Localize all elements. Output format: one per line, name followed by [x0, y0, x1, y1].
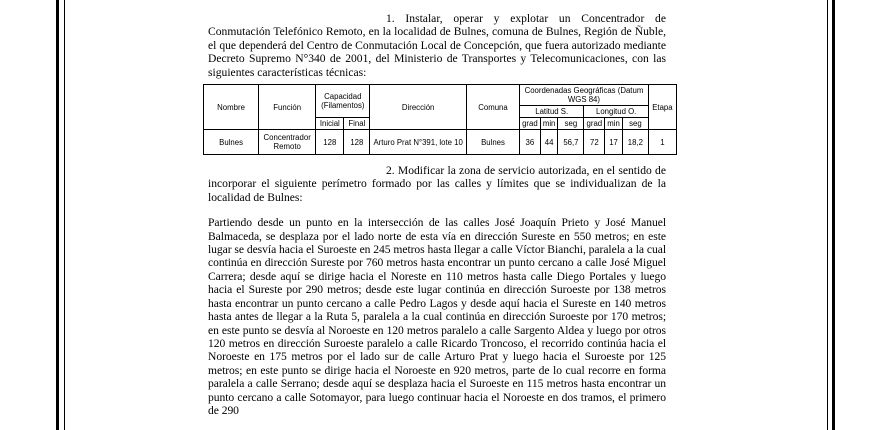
cell-lat-seg: 56,7	[558, 130, 584, 155]
cell-final: 128	[344, 130, 370, 155]
cell-lat-grad: 36	[520, 130, 541, 155]
header-lat-seg: seg	[558, 118, 584, 130]
perimeter-paragraph: Partiendo desde un punto en la intersección de las calles José Joaquín Prieto y José Manuel Balmaceda, se desplaza por el lado norte de esta vía en dirección Sureste en 550 metros; en este lugar se desvía hacia el Suroeste en 245 metros hasta llegar a calle Víctor Bianchi, paralela a la cual continúa en dirección Sureste por 760 metros hasta encontrar un punto cercano a calle José Miguel Carrera; desde aquí se dirige hacia el Noreste en 110 metros hasta calle Diego Portales y luego hacia el Sureste por 290 metros; desde este lugar continúa en dirección Suroeste por 138 metros hasta encontrar un punto cercano a calle Pedro Lagos y desde aquí hacia el Sureste en 140 metros hasta antes de llegar a la Ruta 5, paralela a la cual continúa en dirección Suroeste por 170 metros; en este punto se desvía al Noroeste en 120 metros paralelo a calle Sargento Aldea y luego por otros 120 metros en dirección Suroeste paralelo a calle Ricardo Troncoso, el recorrido continúa hacia el Noroeste en 175 metros por el lado sur de calle Arturo Prat y luego hacia el Suroeste por 125 metros; en este punto se dirige hacia el Noroeste en 920 metros, parte de lo cual recorre en forma paralela a calle Serrano; desde aquí se desplaza hacia el Suroeste en 115 metros hasta encontrar un punto cercano a calle Sotomayor, para luego continuar hacia el Noroeste en dos tramos, el primero de 290	[208, 216, 666, 417]
page-border-left-inner	[64, 0, 65, 430]
clause-1-paragraph: 1. Instalar, operar y explotar un Concentrador de Conmutación Telefónico Remoto, en la localidad de Bulnes, comuna de Bulnes, Región de Ñuble, el que dependerá del Centro de Conmutación Local de Concepción, que fuera autorizado mediante Decreto Supremo N°340 de 2001, del Ministerio de Transportes y Telecomunicaciones, con las siguientes características técnicas:	[208, 12, 666, 79]
cell-funcion: Concentrador Remoto	[259, 130, 316, 155]
table-row	[204, 130, 677, 155]
header-nombre: Nombre	[204, 85, 259, 130]
cell-comuna: Bulnes	[466, 130, 519, 155]
header-capacidad: Capacidad (Filamentos)	[316, 85, 370, 118]
page-border-left-outer	[56, 0, 59, 430]
technical-specs-table	[203, 84, 677, 155]
cell-lon-seg: 18,2	[622, 130, 648, 155]
cell-lat-min: 44	[540, 130, 558, 155]
header-lat-min: min	[540, 118, 558, 130]
header-direccion: Dirección	[370, 85, 467, 130]
header-lon-grad: grad	[584, 118, 605, 130]
page-border-right-inner	[827, 0, 828, 430]
header-capacidad-final: Final	[344, 118, 370, 130]
header-capacidad-inicial: Inicial	[316, 118, 344, 130]
header-coordenadas: Coordenadas Geográficas (Datum WGS 84)	[520, 85, 649, 106]
clause-2-paragraph: 2. Modificar la zona de servicio autorizada, en el sentido de incorporar el siguiente perímetro formado por las calles y límites que se individualizan de la localidad de Bulnes:	[208, 164, 666, 204]
cell-etapa: 1	[648, 130, 676, 155]
header-etapa: Etapa	[648, 85, 676, 130]
document-page	[208, 12, 673, 417]
cell-direccion: Arturo Prat N°391, lote 10	[370, 130, 467, 155]
header-latitud: Latitud S.	[520, 106, 584, 118]
header-lat-grad: grad	[520, 118, 541, 130]
header-lon-seg: seg	[622, 118, 648, 130]
page-border-right-outer	[832, 0, 835, 430]
cell-inicial: 128	[316, 130, 344, 155]
header-funcion: Función	[259, 85, 316, 130]
cell-lon-grad: 72	[584, 130, 605, 155]
header-comuna: Comuna	[466, 85, 519, 130]
cell-lon-min: 17	[605, 130, 623, 155]
header-longitud: Longitud O.	[584, 106, 648, 118]
header-lon-min: min	[605, 118, 623, 130]
cell-nombre: Bulnes	[204, 130, 259, 155]
